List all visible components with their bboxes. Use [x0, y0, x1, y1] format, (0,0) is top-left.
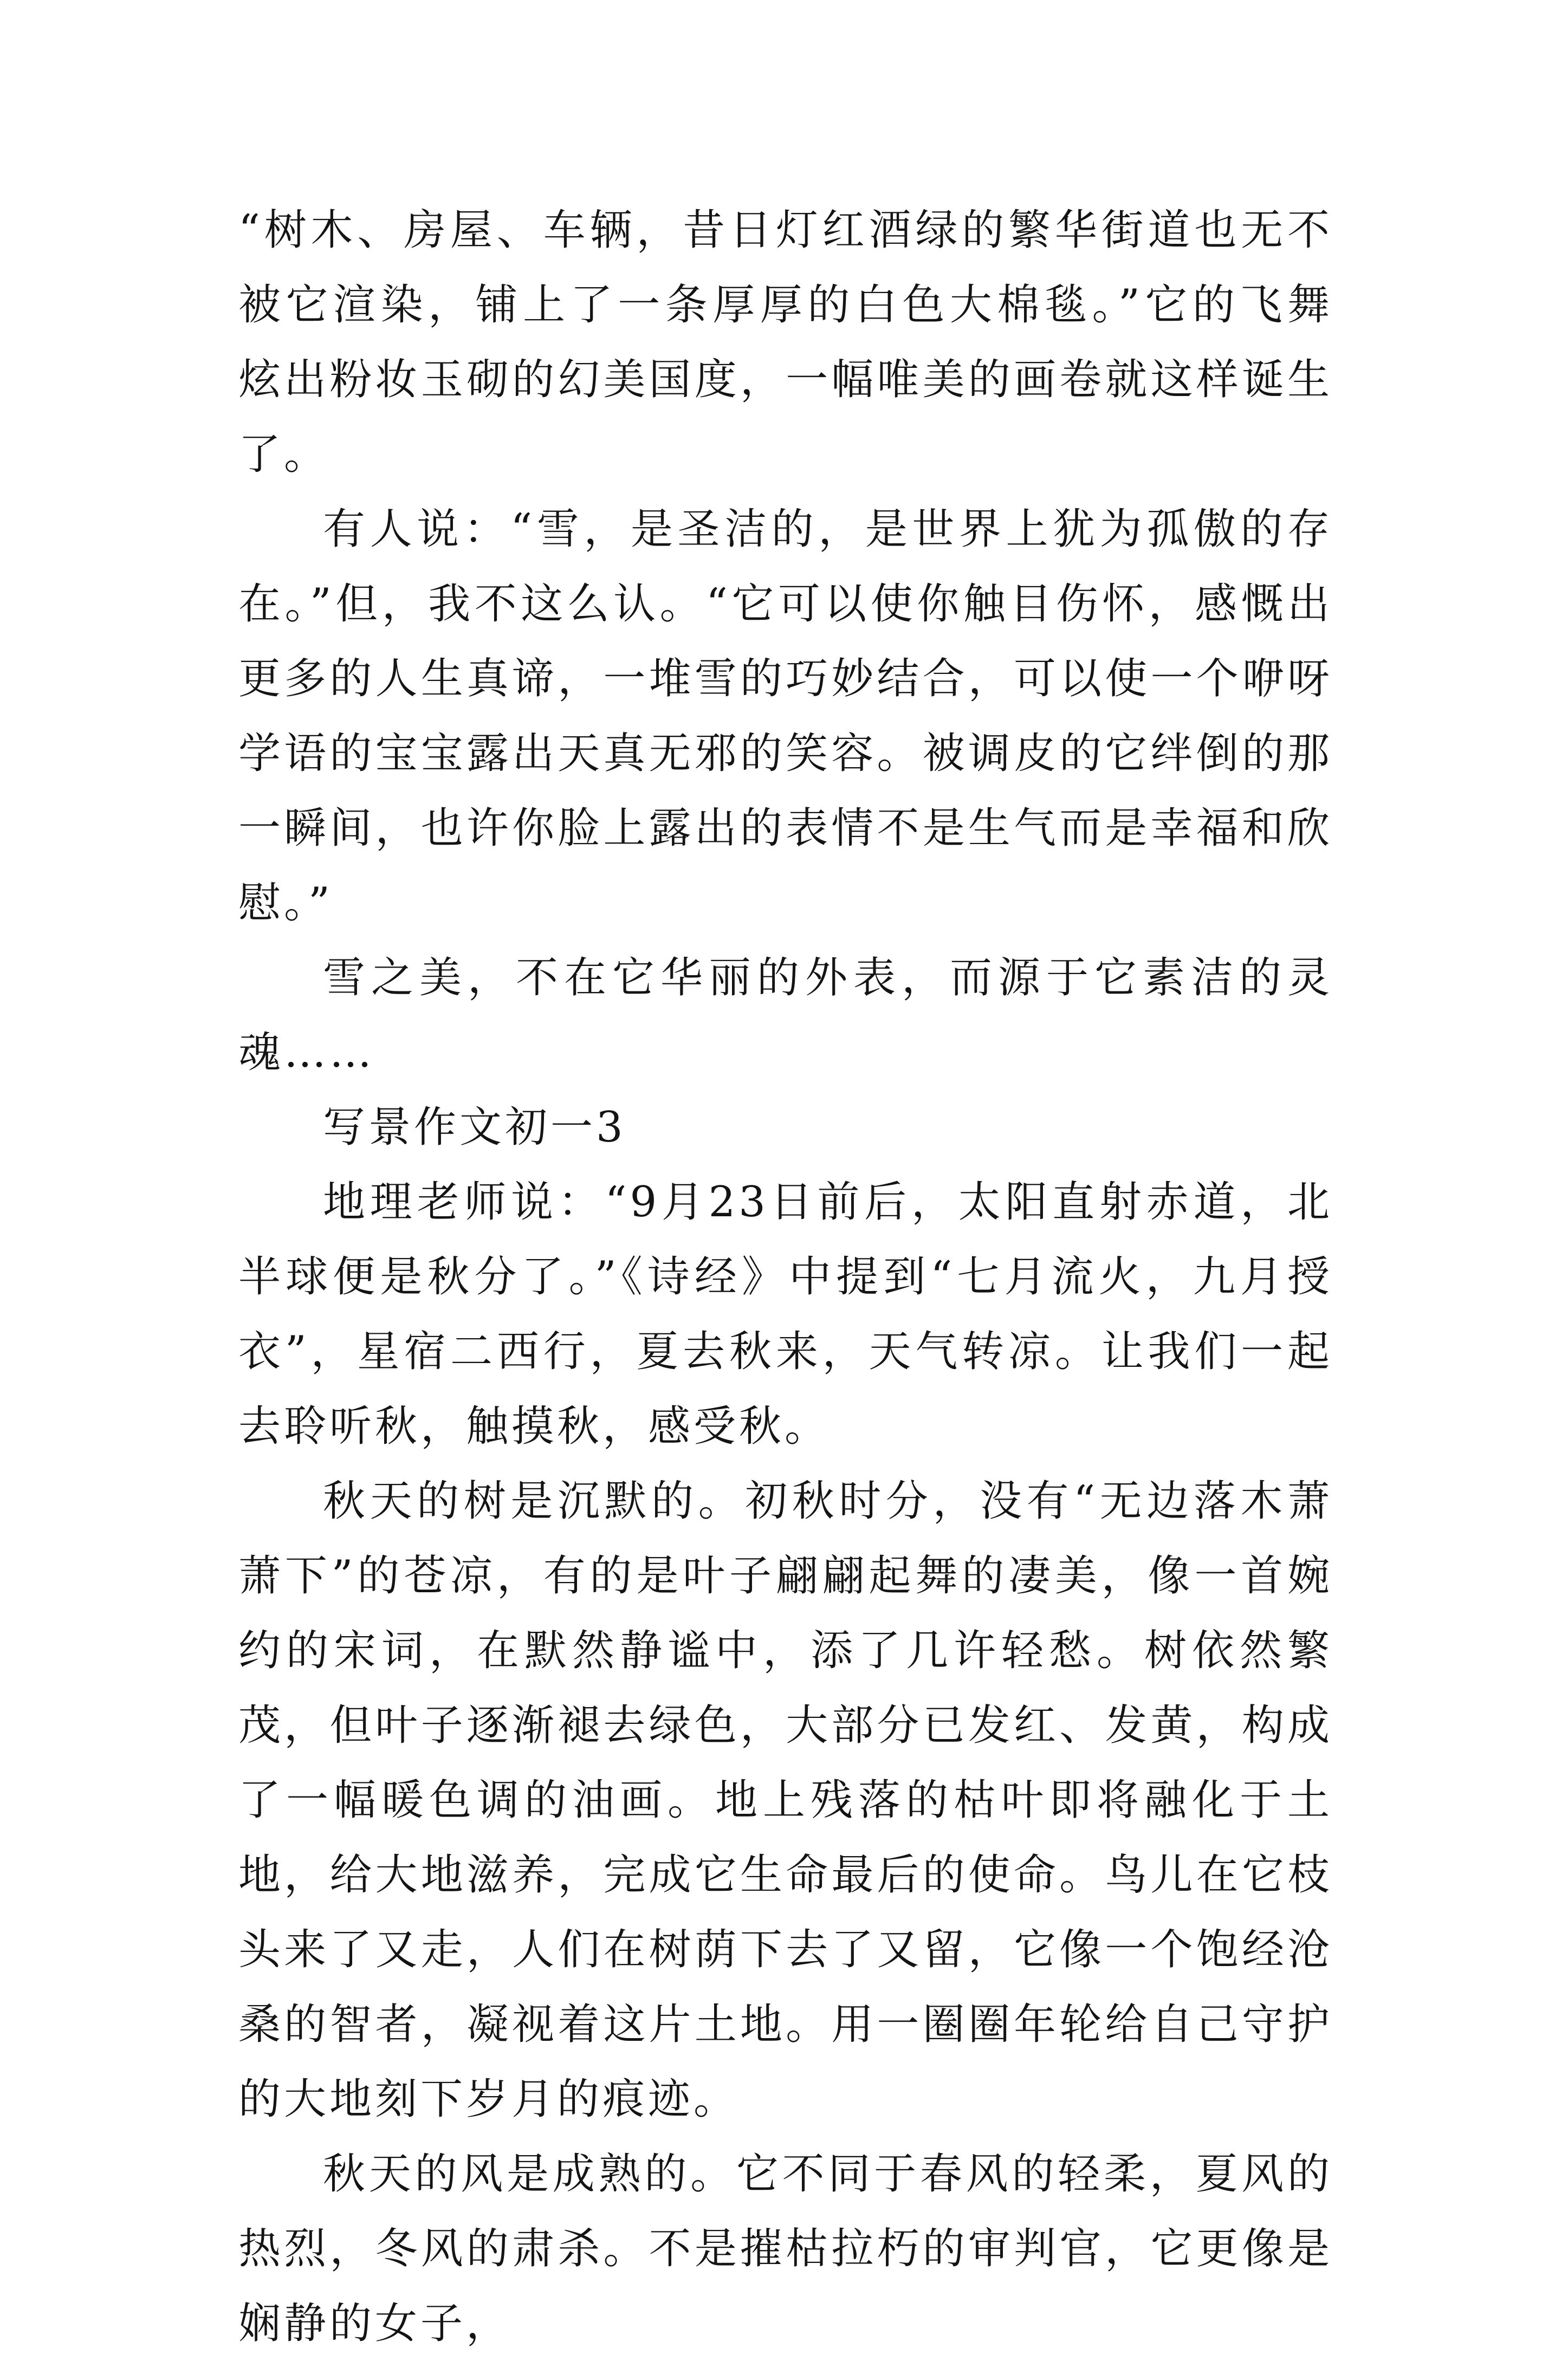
paragraph-autumn-trees: 秋天的树是沉默的。初秋时分，没有“无边落木萧萧下”的苍凉，有的是叶子翩翩起舞的凄美，像一首婉约的宋词，在默然静谧中，添了几许轻愁。树依然繁茂，但叶子逐渐褪去绿色，大部分已发红、发黄，构成了一幅暖色调的油画。地上残落的枯叶即将融化于土地，给大地滋养，完成它生命最后的使命。鸟儿在它枝头来了又走，人们在树荫下去了又留，它像一个饱经沧桑的智者，凝视着这片土地。用一圈圈年轮给自己守护的大地刻下岁月的痕迹。	[238, 1477, 1333, 2124]
paragraph-snow-conclusion: 雪之美，不在它华丽的外表，而源于它素洁的灵魂……	[238, 954, 1333, 1077]
section-heading: 写景作文初一3	[323, 1103, 626, 1152]
article-body	[238, 193, 1333, 2361]
paragraph-snow-opinion: 有人说：“雪，是圣洁的，是世界上犹为孤傲的存在。”但，我不这么认。“它可以使你触目伤怀，感慨出更多的人生真谛，一堆雪的巧妙结合，可以使一个咿呀学语的宝宝露出天真无邪的笑容。被调皮的它绊倒的那一瞬间，也许你脸上露出的表情不是生气而是幸福和欣慰。”	[238, 505, 1333, 927]
paragraph-snow-description: “树木、房屋、车辆，昔日灯红酒绿的繁华街道也无不被它渲染，铺上了一条厚厚的白色大棉毯。”它的飞舞炫出粉妆玉砌的幻美国度，一幅唯美的画卷就这样诞生了。	[238, 206, 1333, 479]
paragraph-autumn-intro: 地理老师说：“9月23日前后，太阳直射赤道，北半球便是秋分了。”《诗经》中提到“七月流火，九月授衣”，星宿二西行，夏去秋来，天气转凉。让我们一起去聆听秋，触摸秋，感受秋。	[238, 1178, 1333, 1451]
paragraph-autumn-wind: 秋天的风是成熟的。它不同于春风的轻柔，夏风的热烈，冬风的肃杀。不是摧枯拉朽的审判官，它更像是娴静的女子，	[238, 2150, 1333, 2348]
